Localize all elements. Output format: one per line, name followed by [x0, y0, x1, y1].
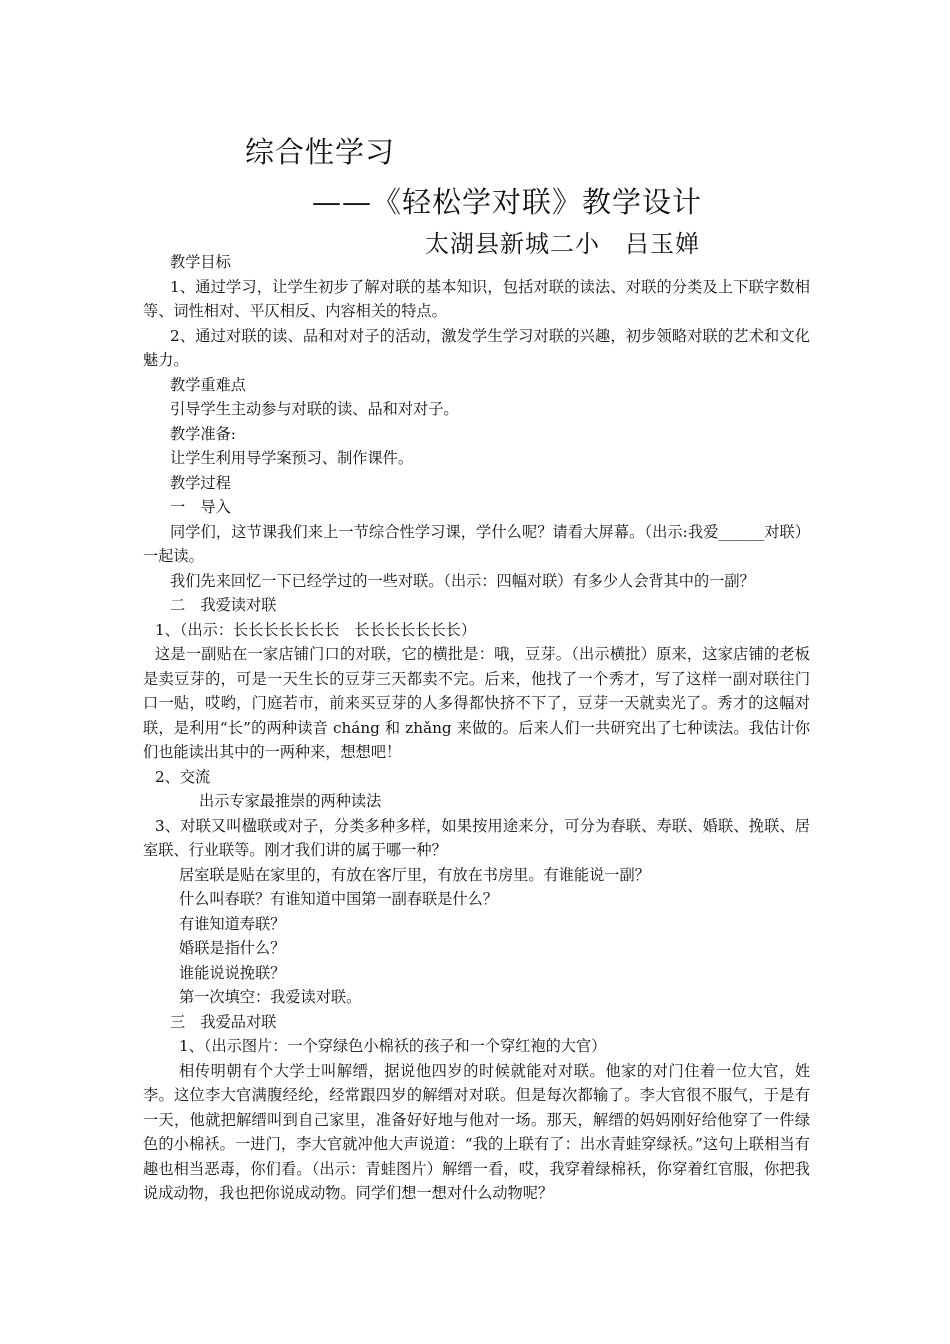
- paragraph: 出示专家最推崇的两种读法: [199, 792, 382, 810]
- paragraph: 2、通过对联的读、品和对对子的活动，激发学生学习对联的兴趣，初步领略对联的艺术和文化魅力。: [143, 326, 810, 369]
- paragraph: 婚联是指什么？: [179, 939, 286, 957]
- list-item: 1、（出示图片：一个穿绿色小棉袄的孩子和一个穿红袍的大官）: [179, 1037, 607, 1055]
- paragraph: 这是一副贴在一家店铺门口的对联，它的横批是：哦，豆芽。（出示横批）原来，这家店铺的老板是卖豆芽的，可是一天生长的豆芽三天都卖不完。后来，他找了一个秀才，写了这样一副对联往门口一贴，哎哟，门庭若市，前来买豆芽的人多得都快挤不下了，豆芽一天就卖光了。秀才的这幅对联，是利用“长”的两种读音 cháng 和 zhǎng 来做的。后来人们一共研究出了七种读法。我估计你们也能读出其中的一两种来，想想吧！: [143, 645, 810, 761]
- document-author: 太湖县新城二小 吕玉婵: [425, 230, 700, 258]
- list-item: 3、对联又叫楹联或对子，分类多种多样，如果按用途来分，可分为春联、寿联、婚联、挽联、居室联、行业联等。刚才我们讲的属于哪一种？: [143, 816, 810, 859]
- paragraph: 居室联是贴在家里的，有放在客厅里，有放在书房里。有谁能说一副？: [179, 865, 650, 884]
- section-heading: 一 导入: [170, 498, 231, 516]
- document-body: [143, 250, 810, 1206]
- paragraph: 什么叫春联？有谁知道中国第一副春联是什么？: [179, 890, 498, 908]
- section-heading: 三 我爱品对联: [170, 1012, 277, 1031]
- section-heading: 教学准备:: [170, 424, 236, 443]
- paragraph: 引导学生主动参与对联的读、品和对对子。: [170, 400, 459, 418]
- list-item: 2、交流: [155, 767, 211, 786]
- section-heading: 教学重难点: [170, 375, 246, 394]
- paragraph: 相传明朝有个大学士叫解缙，据说他四岁的时候就能对对联。他家的对门住着一位大官，姓李。这位李大官满腹经纶，经常跟四岁的解缙对对联。但是每次都输了。李大官很不服气，于是有一天，他就把解缙叫到自己家里，准备好好地与他对一场。那天，解缙的妈妈刚好给他穿了一件绿色的小棉袄。一进门，李大官就冲他大声说道：“我的上联有了：出水青蛙穿绿袄。”这句上联相当有趣也相当恶毒，你们看。（出示：青蛙图片）解缙一看，哎，我穿着绿棉袄，你穿着红官服，你把我说成动物，我也把你说成动物。同学们想一想对什么动物呢？: [143, 1061, 810, 1202]
- list-item: 1、（出示：长长长长长长长 长长长长长长长）: [155, 620, 477, 639]
- paragraph: 我们先来回忆一下已经学过的一些对联。（出示：四幅对联）有多少人会背其中的一副？: [170, 571, 755, 590]
- paragraph: 让学生利用导学案预习、制作课件。: [170, 449, 413, 467]
- paragraph: 第一次填空：我爱读对联。: [179, 988, 362, 1006]
- paragraph: 同学们，这节课我们来上一节综合性学习课，学什么呢？请看大屏幕。（出示:我爱______对联）一起读。: [143, 522, 810, 565]
- section-heading: 二 我爱读对联: [170, 596, 277, 614]
- paragraph: 谁能说说挽联？: [179, 963, 286, 982]
- paragraph: 1、通过学习，让学生初步了解对联的基本知识，包括对联的读法、对联的分类及上下联字数相等、词性相对、平仄相反、内容相关的特点。: [143, 277, 810, 320]
- document-title: 综合性学习: [245, 135, 396, 169]
- section-heading: 教学过程: [170, 473, 231, 492]
- section-heading: 教学目标: [170, 253, 231, 271]
- document-subtitle: ——《轻松学对联》教学设计: [312, 185, 703, 219]
- paragraph: 有谁知道寿联？: [179, 914, 286, 933]
